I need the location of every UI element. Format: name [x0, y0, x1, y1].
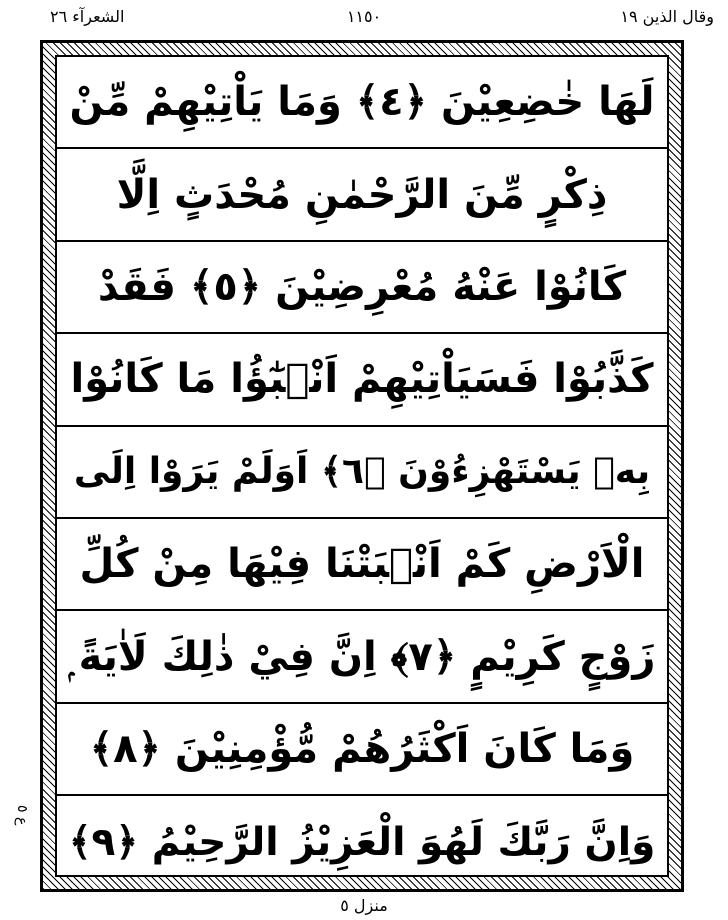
- verse-text: الْاَرْضِ كَمْ اَنْۢبَتْنَا فِيْهَا مِنْ كُلِّ: [79, 541, 645, 588]
- verse-text: بِهٖ يَسْتَهْزِءُوْنَ ﴿٦﴾ اَوَلَمْ يَرَوْا اِلَى: [73, 451, 651, 493]
- verse-line: [57, 57, 667, 149]
- text-panel: [55, 55, 669, 877]
- surah-label: الشعرآء ٢٦: [50, 7, 125, 26]
- juz-label: وقال الذين ١٩: [620, 7, 714, 26]
- verse-text: زَوْجٍ كَرِيْمٍ ﴿٧﴾ اِنَّ فِيْ ذٰلِكَ لَاٰيَةً ۭ: [68, 633, 656, 680]
- manzil-footer: منزل ٥: [340, 896, 388, 915]
- verse-text: كَانُوْا عَنْهُ مُعْرِضِيْنَ ﴿٥﴾ فَقَدْ: [97, 263, 627, 310]
- verse-text: ذِكْرٍ مِّنَ الرَّحْمٰنِ مُحْدَثٍ اِلَّا: [116, 171, 608, 218]
- verse-text: وَاِنَّ رَبَّكَ لَهُوَ الْعَزِيْزُ الرَّحِيْمُ ﴿٩﴾: [68, 819, 656, 865]
- verse-line: [57, 519, 667, 611]
- verse-line: [57, 334, 667, 426]
- page-frame: [40, 40, 684, 892]
- verse-line: [57, 611, 667, 703]
- verse-line: [57, 149, 667, 241]
- verse-line: [57, 427, 667, 519]
- page-number: ١١٥٠: [346, 7, 382, 26]
- verse-line: [57, 242, 667, 334]
- verse-text: كَذَّبُوْا فَسَيَاْتِيْهِمْ اَنْۢبٰٓؤُا مَا كَانُوْا: [70, 356, 654, 403]
- ruku-margin-mark: ع ٥: [14, 805, 30, 826]
- verse-line: [57, 796, 667, 888]
- verse-text: وَمَا كَانَ اَكْثَرُهُمْ مُّؤْمِنِيْنَ ﴿٨﴾: [89, 725, 635, 772]
- verse-text: لَهَا خٰضِعِيْنَ ﴿٤﴾ وَمَا يَاْتِيْهِمْ مِّنْ: [69, 79, 655, 126]
- verse-line: [57, 704, 667, 796]
